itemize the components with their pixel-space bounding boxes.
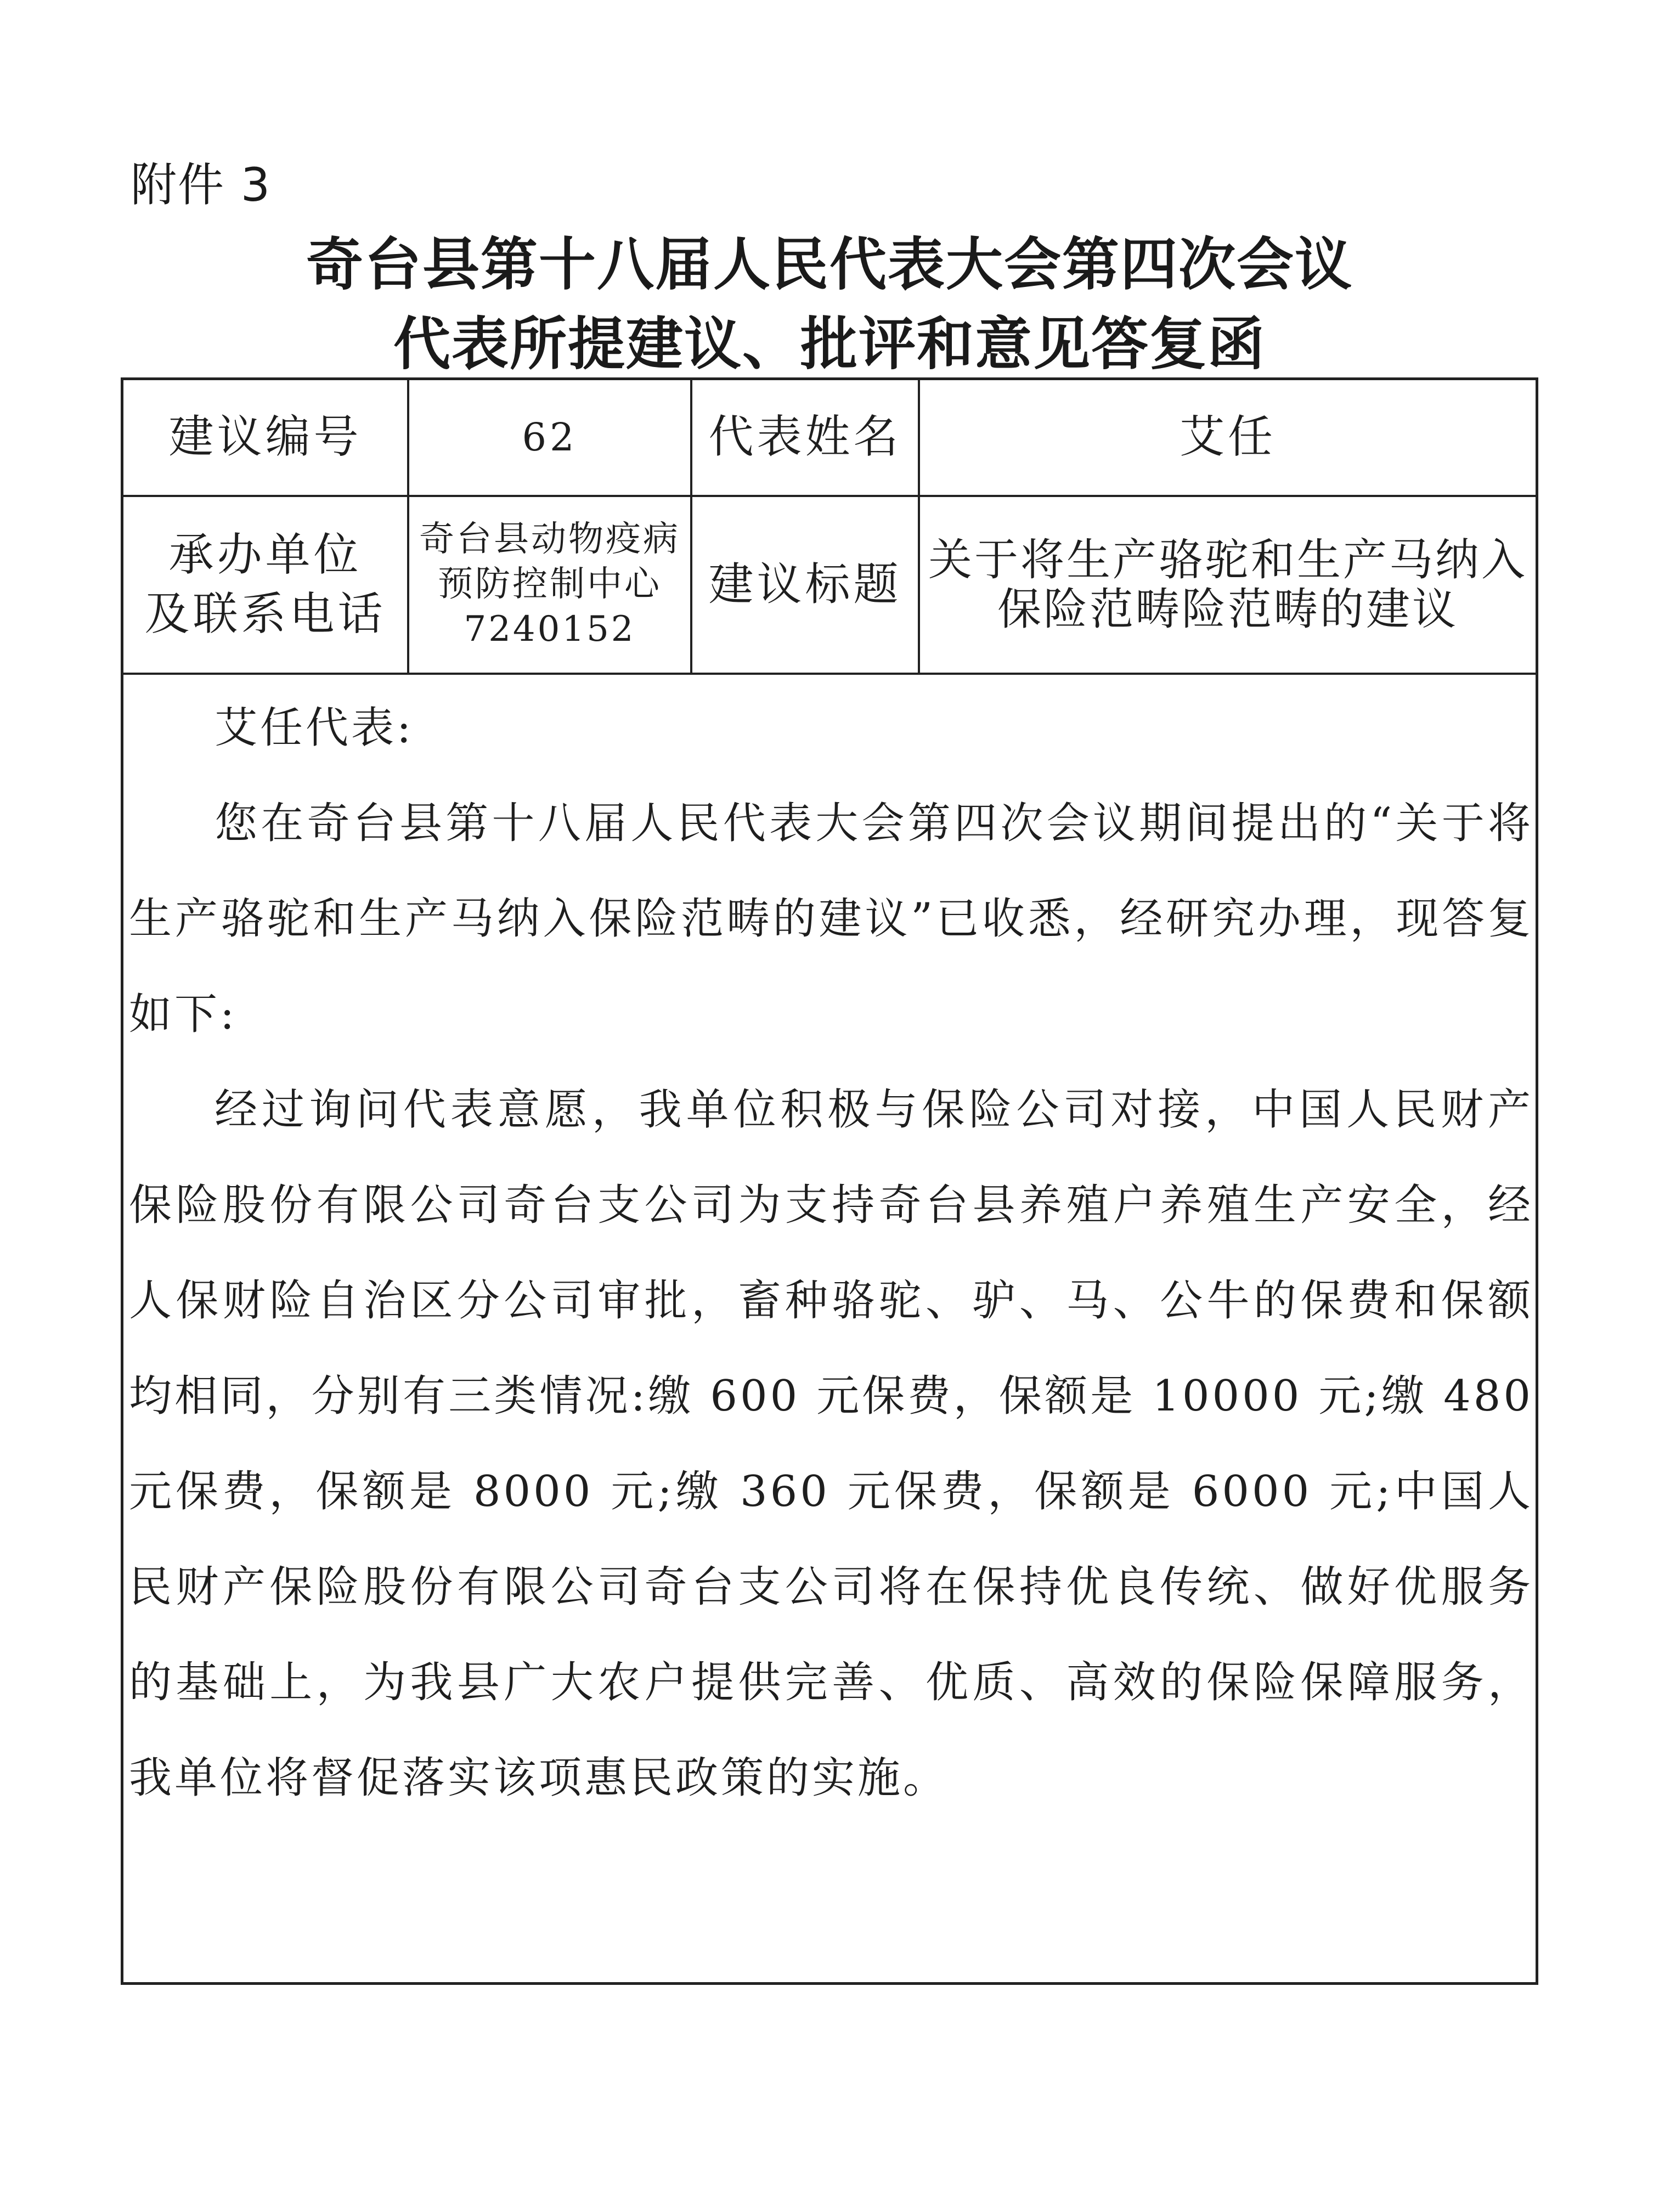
unit-contact-label-line-1: 承办单位 <box>168 528 362 581</box>
letter-paragraph-2: 经过询问代表意愿，我单位积极与保险公司对接，中国人民财产保险股份有限公司奇台支公司为支持奇台县养殖户养殖生产安全，经人保财险自治区分公司审批，畜种骆驼、驴、马、公牛的保费和保额均相同，分别有三类情况:缴 600 元保费，保额是 10000 元;缴 480 元保费，保额是 8000 元;缴 360 元保费，保额是 6000 元;中国人民财产保险股份有限公司奇台支公司将在保持优良传统、做好优服务的基础上，为我县广大农户提供完善、优质、高效的保险保障服务，我单位将督促落实该项惠民政策的实施。 <box>129 1085 1533 1803</box>
unit-contact-value <box>409 497 690 673</box>
subject-value <box>920 497 1536 673</box>
unit-phone: 7240152 <box>464 608 636 650</box>
attachment-label: 附件 3 <box>131 158 272 212</box>
unit-name-line-1: 奇台县动物疫病 <box>419 519 680 560</box>
reply-letter-body <box>129 680 1533 1826</box>
letter-paragraph-1: 您在奇台县第十八届人民代表大会第四次会议期间提出的“关于将生产骆驼和生产马纳入保险范畴的建议”已收悉，经研究办理，现答复如下: <box>129 799 1533 1039</box>
document-title-line-2: 代表所提建议、批评和意见答复函 <box>393 310 1266 377</box>
rep-name-value: 艾任 <box>1179 411 1276 464</box>
document-title-line-1: 奇台县第十八届人民代表大会第四次会议 <box>306 230 1353 298</box>
reply-form-table <box>121 377 1538 1985</box>
unit-contact-label-line-2: 及联系电话 <box>144 588 386 640</box>
table-row-divider-2 <box>123 673 1536 675</box>
unit-name-line-2: 预防控制中心 <box>438 564 662 605</box>
subject-label: 建议标题 <box>708 558 902 611</box>
rep-name-label: 代表姓名 <box>708 411 902 464</box>
subject-value-line-2: 保险范畴险范畴的建议 <box>997 584 1458 635</box>
subject-value-line-1: 关于将生产骆驼和生产马纳入 <box>928 534 1527 586</box>
unit-contact-label <box>123 497 407 673</box>
letter-salutation: 艾任代表: <box>215 703 414 753</box>
suggestion-no-value: 62 <box>522 415 578 460</box>
suggestion-no-label: 建议编号 <box>168 411 362 464</box>
